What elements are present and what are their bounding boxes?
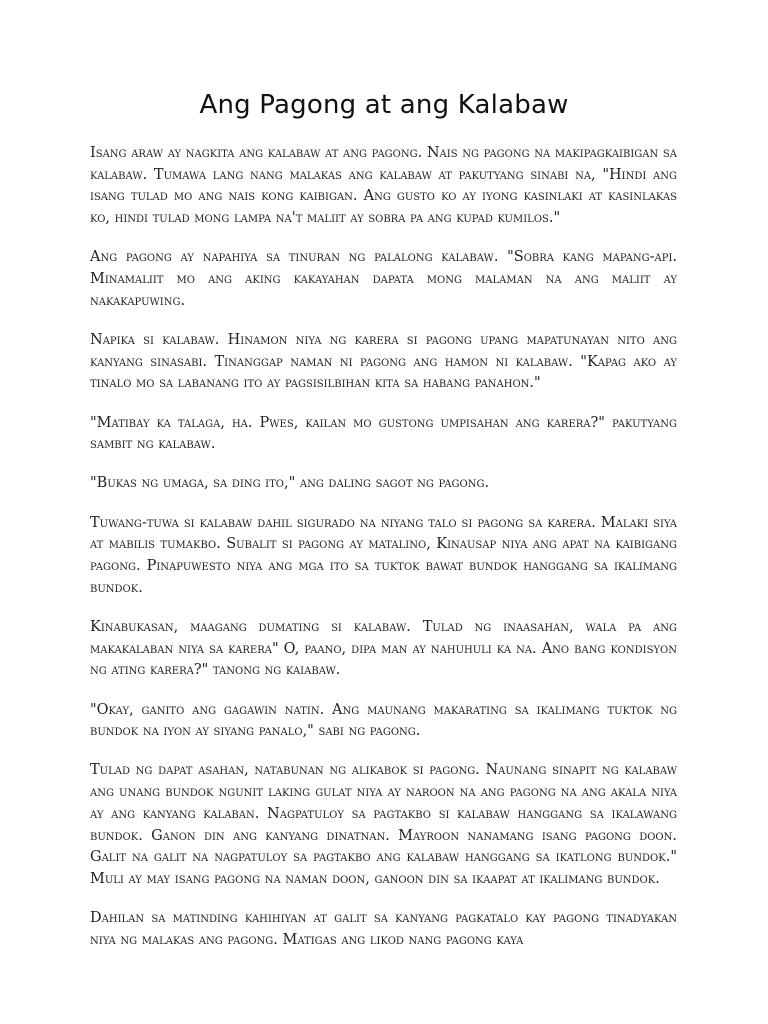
paragraph: "Matibay ka talaga, ha. Pwes, kailan mo gustong umpisahan ang karera?" pakutyang sambit ng kalabaw. [90, 414, 677, 453]
document-title: Ang Pagong at ang Kalabaw [199, 90, 569, 120]
paragraph: "Okay, ganito ang gagawin natin. Ang maunang makarating sa ikalimang tuktok ng bundok na iyon ay siyang panalo," sabi ng pagong. [90, 701, 677, 740]
paragraph: Tuwang-tuwa si kalabaw dahil sigurado na niyang talo si pagong sa karera. Malaki siya at mabilis tumakbo. Subalit si pagong ay matalino, Kinausap niya ang apat na kaibigang pagong. Pinapuwesto niya ang mga ito sa tuktok bawat bundok hanggang sa ikalimang bundok. [90, 514, 677, 596]
paragraph: Napika si kalabaw. Hinamon niya ng karera si pagong upang mapatunayan nito ang kanyang sinasabi. Tinanggap naman ni pagong ang hamon ni kalabaw. "Kapag ako ay tinalo mo sa labanang ito ay pagsisilbihan kita sa habang panahon." [90, 331, 677, 392]
paragraph: Dahilan sa matinding kahihiyan at galit sa kanyang pagkatalo kay pagong tinadyakan niya ng malakas ang pagong. Matigas ang likod nang pagong kaya [90, 910, 677, 948]
paragraph: Tulad ng dapat asahan, natabunan ng alikabok si pagong. Naunang sinapit ng kalabaw ang unang bundok ngunit laking gulat niya ay naroon na ang pagong na ang akala niya ay ang kanyang kalaban. Nagpatuloy sa pagtakbo si kalabaw hanggang sa ikalawang bundok. Ganon din ang kanyang dinatnan. Mayroon nanamang isang pagong doon. Galit na galit na nagpatuloy sa pagtakbo ang kalabaw hanggang sa ikatlong bundok." Muli ay may isang pagong na naman doon, ganoon din sa ikaapat at ikalimang bundok. [90, 762, 677, 887]
paragraph: Kinabukasan, maagang dumating si kalabaw. Tulad ng inaasahan, wala pa ang makakalaban niya sa karera" O, paano, dipa man ay nahuhuli ka na. Ano bang kondisyon ng ating karera?" tanong ng kaiabaw. [90, 618, 677, 679]
paragraph: "Bukas ng umaga, sa ding ito," ang daling sagot ng pagong. [90, 475, 490, 492]
paragraph: Ang pagong ay napahiya sa tinuran ng palalong kalabaw. "Sobra kang mapang-api. Minamaliit mo ang aking kakayahan dapata mong malaman na ang maliit ay nakakapuwing. [90, 249, 677, 309]
document-body [90, 143, 677, 969]
paragraph: Isang araw ay nagkita ang kalabaw at ang pagong. Nais ng pagong na makipagkaibigan sa kalabaw. Tumawa lang nang malakas ang kalabaw at pakutyang sinabi na, "Hindi ang isang tulad mo ang nais kong kaibigan. Ang gusto ko ay iyong kasinlaki at kasinlakas ko, hindi tulad mong lampa na't maliit ay sobra pa ang kupad kumilos." [90, 145, 677, 227]
